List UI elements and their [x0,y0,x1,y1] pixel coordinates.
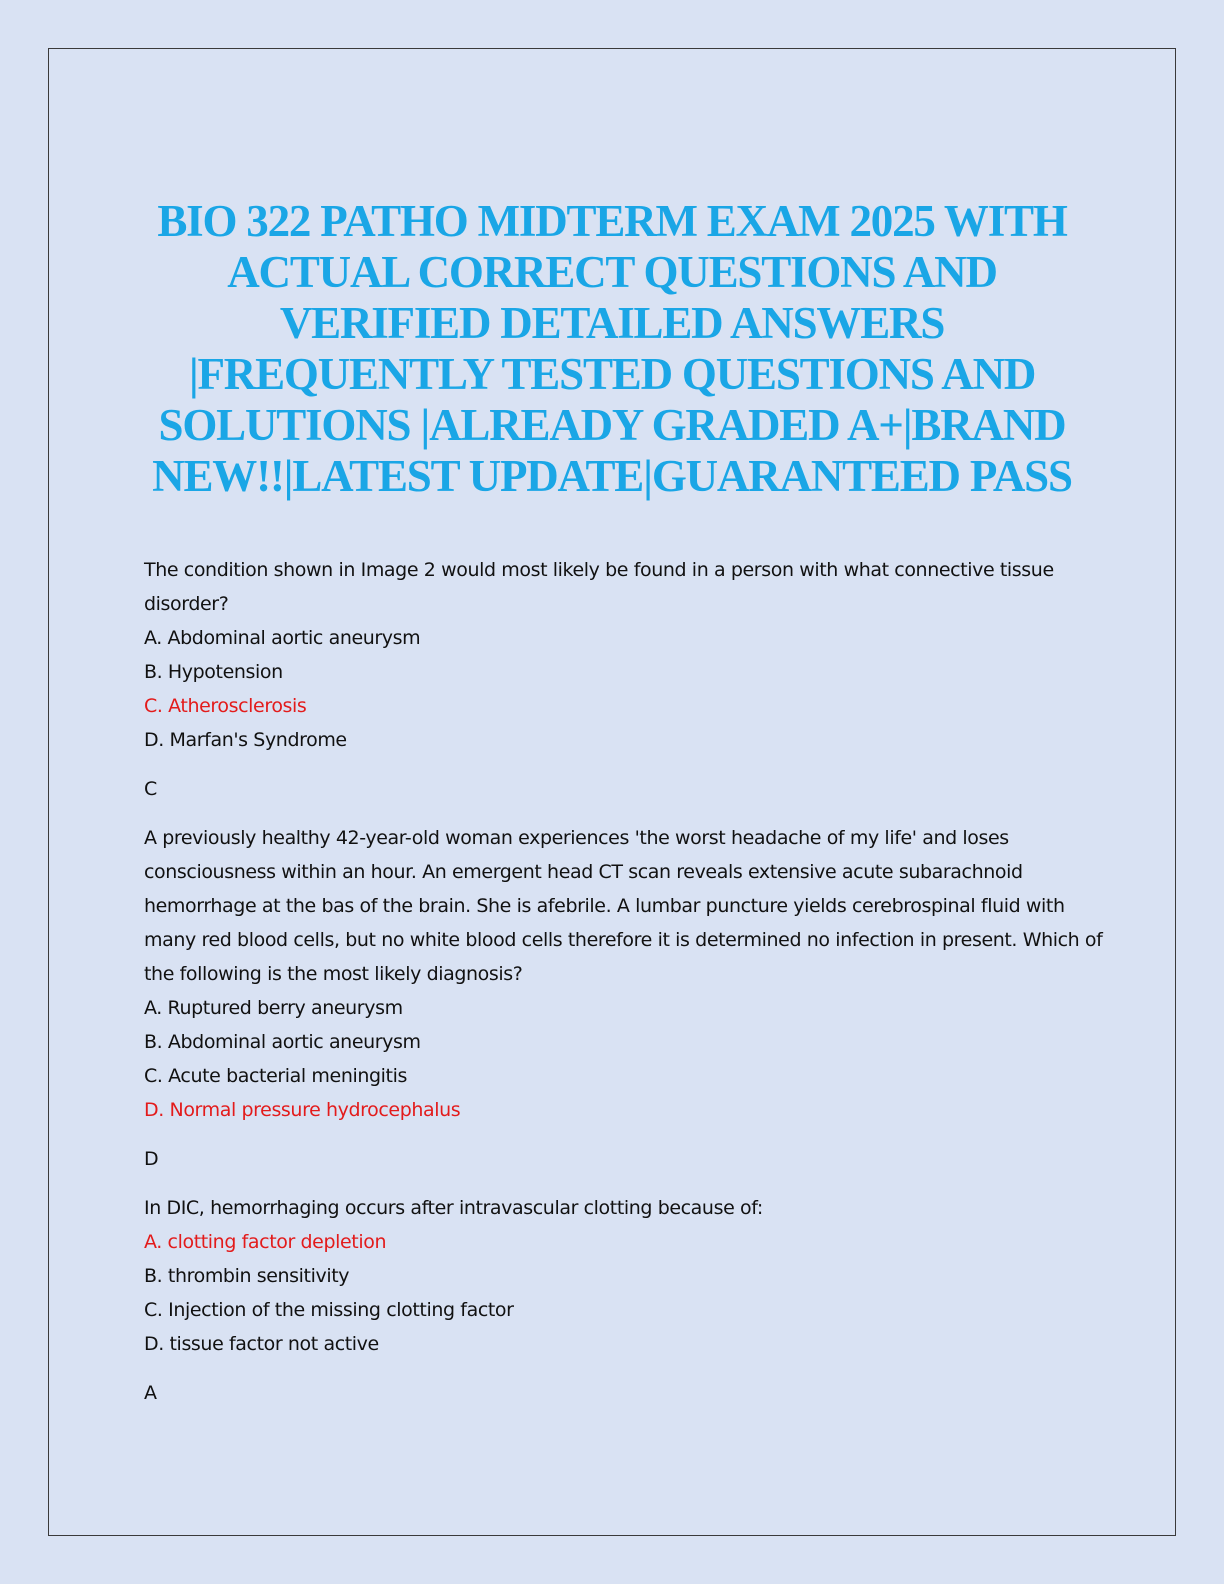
question-list [144,553,1104,1425]
question-1 [144,553,1104,806]
answer-key: D [144,1148,159,1170]
option-a: A. Ruptured berry aneurysm [144,997,403,1019]
option-d-highlighted: D. Normal pressure hydrocephalus [144,1099,461,1121]
option-b: B. Abdominal aortic aneurysm [144,1031,421,1053]
question-text: The condition shown in Image 2 would most likely be found in a person with what connective tissue disorder? [144,559,1054,615]
option-b: B. thrombin sensitivity [144,1265,350,1287]
option-c: C. Injection of the missing clotting factor [144,1299,514,1321]
option-c: C. Acute bacterial meningitis [144,1065,407,1087]
question-2 [144,821,1104,1176]
option-c-highlighted: C. Atherosclerosis [144,695,307,717]
option-a: A. Abdominal aortic aneurysm [144,627,421,649]
question-text: A previously healthy 42-year-old woman experiences 'the worst headache of my life' and loses consciousness within an hour. An emergent head CT scan reveals extensive acute subarachnoid hemorrhage at the bas of the brain. She is afebrile. A lumbar puncture yields cerebrospinal fluid with many red blood cells, but no white blood cells therefore it is determined no infection in present. Which of the following is the most likely diagnosis? [144,827,1103,985]
answer-key: C [144,778,157,800]
question-text: In DIC, hemorrhaging occurs after intravascular clotting because of: [144,1197,763,1219]
document-title: BIO 322 PATHO MIDTERM EXAM 2025 WITH ACTUAL CORRECT QUESTIONS AND VERIFIED DETAILED ANSWERS |FREQUENTLY TESTED QUESTIONS AND SOLUTIONS |ALREADY GRADED A+|BRAND NEW!!|LATEST UPDATE|GUARANTEED PASS [152,196,1072,501]
option-a-highlighted: A. clotting factor depletion [144,1231,387,1253]
question-3 [144,1191,1104,1410]
option-b: B. Hypotension [144,661,283,683]
option-d: D. Marfan's Syndrome [144,729,347,751]
answer-key: A [144,1382,157,1404]
option-d: D. tissue factor not active [144,1333,379,1355]
